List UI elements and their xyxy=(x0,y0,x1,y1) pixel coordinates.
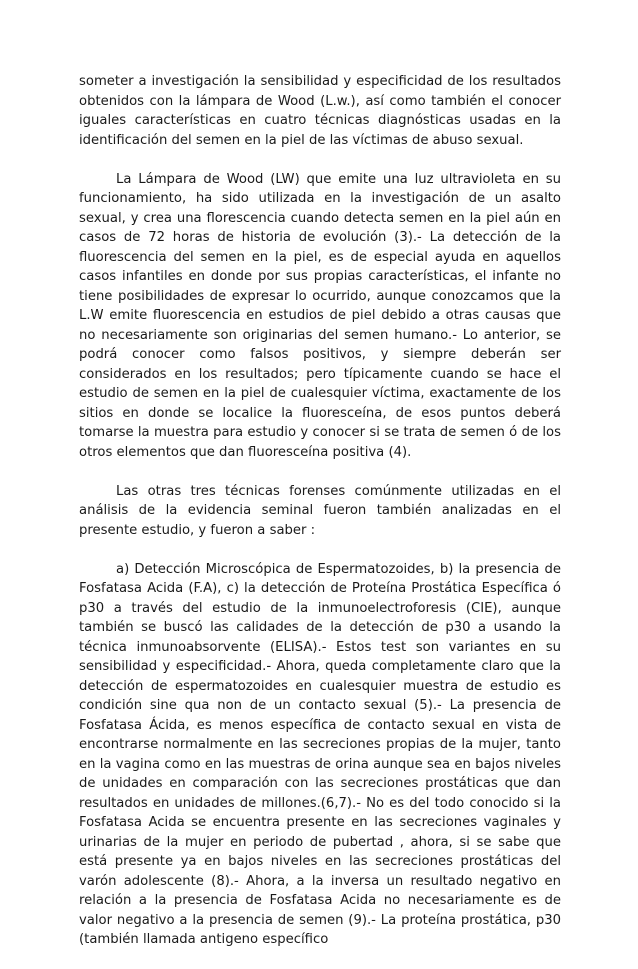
paragraph-1: someter a investigación la sensibilidad y especificidad de los resultados obtenidos con la lámpara de Wood (L.w.), así como también el conocer iguales características en cuatro técnicas diagnósticas usadas en la identificación del semen en la piel de las víctimas de abuso sexual. xyxy=(79,74,561,148)
body-text xyxy=(79,72,561,969)
paragraph-2: La Lámpara de Wood (LW) que emite una luz ultravioleta en su funcionamiento, ha sido utilizada en la investigación de un asalto sexual, y crea una florescencia cuando detecta semen en la piel aún en casos de 72 horas de historia de evolución (3).- La detección de la fluorescencia del semen en la piel, es de especial ayuda en aquellos casos infantiles en donde por sus propias características, el infante no tiene posibilidades de expresar lo ocurrido, aunque conozcamos que la L.W emite fluorescencia en estudios de piel debido a otras causas que no necesariamente son originarias del semen humano.- Lo anterior, se podrá conocer como falsos positivos, y siempre deberán ser considerados en los resultados; pero típicamente cuando se hace el estudio de semen en la piel de cualesquier víctima, exactamente de los sitios en donde se localice la fluoresceína, de esos puntos deberá tomarse la muestra para estudio y conocer si se trata de semen ó de los otros elementos que dan fluoresceína positiva (4). xyxy=(79,171,561,460)
paragraph-4: a) Detección Microscópica de Espermatozoides, b) la presencia de Fosfatasa Acida (F.A), c) la detección de Proteína Prostática Específica ó p30 a través del estudio de la inmunoelectroforesis (CIE), aunque también se buscó las calidades de la detección de p30 a usando la técnica inmunoabsorvente (ELISA).- Estos test son variantes en su sensibilidad y especificidad.- Ahora, queda completamente claro que la detección de espermatozoides en cualesquier muestra de estudio es condición sine qua non de un contacto sexual (5).- La presencia de Fosfatasa Ácida, es menos específica de contacto sexual en vista de encontrarse normalmente en las secreciones propias de la mujer, tanto en la vagina como en las muestras de orina aunque sea en bajos niveles de unidades en comparación con las secreciones prostáticas que dan resultados en unidades de millones.(6,7).- No es del todo conocido si la Fosfatasa Acida se encuentra presente en las secreciones vaginales y urinarias de la mujer en periodo de pubertad , ahora, si se sabe que está presente ya en bajos niveles en las secreciones prostáticas del varón adolescente (8).- Ahora, a la inversa un resultado negativo en relación a la presencia de Fosfatasa Acida no necesariamente es de valor negativo a la presencia de semen (9).- La proteína prostática, p30 (también llamada antigeno específico xyxy=(79,561,561,947)
paragraph-3: Las otras tres técnicas forenses comúnmente utilizadas en el análisis de la evidencia seminal fueron también analizadas en el presente estudio, y fueron a saber : xyxy=(79,483,561,538)
